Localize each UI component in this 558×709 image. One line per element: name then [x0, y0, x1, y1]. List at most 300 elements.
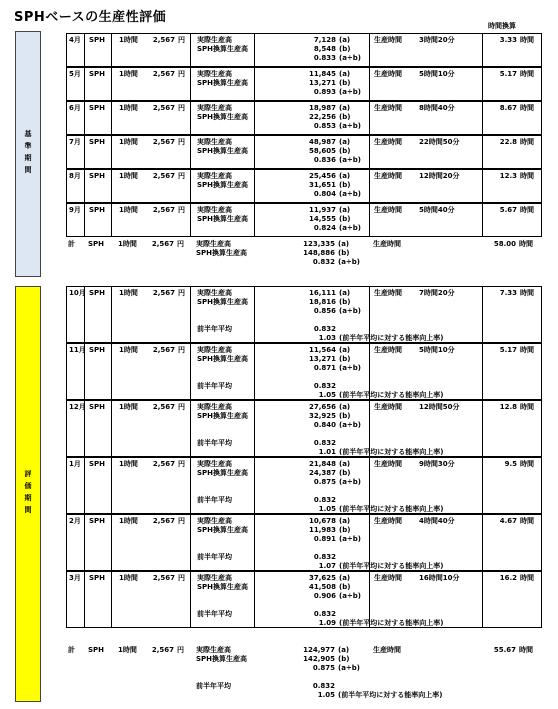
actual-label: 実際生産高 [197, 70, 232, 78]
sph-value: 2,567 [152, 403, 175, 411]
hours-value: 9.5 [504, 460, 517, 468]
column-divider [254, 515, 255, 570]
half-avg-label: 前半年平均 [197, 325, 232, 333]
converted-label: SPH換算生産高 [197, 469, 249, 477]
column-divider [254, 34, 255, 66]
hours-value: 55.67 [493, 646, 516, 654]
month-cell: 3月 [69, 574, 81, 582]
per-hour-label: 1時間 [119, 346, 138, 354]
improve-note: (前半年平均に対する能率向上率) [338, 691, 443, 699]
column-divider [369, 34, 370, 66]
half-avg-value: 0.832 [313, 496, 336, 504]
actual-label: 実際生産高 [197, 289, 232, 297]
converted-value: 13,271 [308, 355, 336, 363]
actual-label: 実際生産高 [196, 240, 231, 248]
per-hour-label: 1時間 [119, 460, 138, 468]
hours-value: 22.8 [499, 138, 517, 146]
suffix-a: (a) [339, 460, 351, 468]
actual-label: 実際生産高 [197, 206, 232, 214]
actual-value: 11,564 [308, 346, 336, 354]
column-divider [482, 136, 483, 168]
suffix-b: (b) [339, 45, 351, 53]
hours-unit: 時間 [520, 104, 534, 112]
suffix-b: (b) [339, 147, 351, 155]
yen-unit: 円 [178, 403, 185, 411]
column-divider [111, 287, 112, 342]
converted-label: SPH換算生産高 [196, 655, 248, 663]
time-value: 5時間40分 [419, 206, 455, 214]
sph-value: 2,567 [151, 240, 174, 248]
column-divider [190, 34, 191, 66]
converted-value: 148,886 [303, 249, 335, 257]
suffix-a: (a) [339, 289, 351, 297]
half-avg-value: 0.832 [313, 382, 336, 390]
suffix-b: (b) [339, 583, 351, 591]
sph-label: SPH [88, 646, 105, 654]
ratio-value: 0.840 [313, 421, 336, 429]
time-value: 7時間20分 [419, 289, 455, 297]
suffix-ab: (a÷b) [339, 421, 361, 429]
hours-unit: 時間 [520, 574, 534, 582]
column-divider [482, 102, 483, 134]
half-avg-value: 0.832 [313, 439, 336, 447]
actual-value: 10,678 [308, 517, 336, 525]
yen-unit: 円 [178, 460, 185, 468]
converted-value: 31,651 [308, 181, 336, 189]
time-label: 生産時間 [374, 517, 402, 525]
suffix-b: (b) [339, 412, 351, 420]
column-divider [111, 170, 112, 202]
column-divider [190, 68, 191, 100]
actual-value: 27,656 [308, 403, 336, 411]
hours-unit: 時間 [519, 240, 533, 248]
sph-value: 2,567 [152, 172, 175, 180]
suffix-a: (a) [339, 403, 351, 411]
half-avg-label: 前半年平均 [197, 439, 232, 447]
column-divider [84, 136, 85, 168]
converted-value: 58,605 [308, 147, 336, 155]
month-row [66, 343, 542, 400]
month-row [66, 514, 542, 571]
time-label: 生産時間 [374, 346, 402, 354]
month-cell: 9月 [69, 206, 81, 214]
time-label: 生産時間 [374, 104, 402, 112]
actual-value: 11,845 [308, 70, 336, 78]
column-divider [369, 204, 370, 236]
sph-value: 2,567 [152, 70, 175, 78]
month-cell: 5月 [69, 70, 81, 78]
ratio-value: 0.875 [312, 664, 335, 672]
hours-unit: 時間 [520, 460, 534, 468]
half-avg-label: 前半年平均 [197, 553, 232, 561]
improve-note: (前半年平均に対する能率向上率) [339, 619, 444, 627]
suffix-a: (a) [339, 138, 351, 146]
column-divider [254, 102, 255, 134]
converted-label: SPH換算生産高 [197, 412, 249, 420]
per-hour-label: 1時間 [119, 172, 138, 180]
suffix-ab: (a÷b) [339, 364, 361, 372]
half-avg-label: 前半年平均 [197, 382, 232, 390]
time-label: 生産時間 [374, 206, 402, 214]
column-divider [111, 344, 112, 399]
converted-label: SPH換算生産高 [197, 355, 249, 363]
month-row [66, 67, 542, 101]
actual-value: 21,848 [308, 460, 336, 468]
base-period-label-box [15, 31, 41, 277]
column-divider [254, 401, 255, 456]
month-cell: 2月 [69, 517, 81, 525]
per-hour-label: 1時間 [119, 289, 138, 297]
time-label: 生産時間 [374, 172, 402, 180]
sph-label: SPH [89, 138, 106, 146]
ratio-value: 0.856 [313, 307, 336, 315]
converted-value: 32,925 [308, 412, 336, 420]
actual-value: 7,128 [313, 36, 336, 44]
suffix-b: (b) [339, 79, 351, 87]
yen-unit: 円 [178, 36, 185, 44]
suffix-b: (b) [339, 215, 351, 223]
month-cell: 12月 [69, 403, 86, 411]
converted-label: SPH換算生産高 [197, 45, 249, 53]
column-divider [482, 344, 483, 399]
month-cell: 計 [68, 240, 75, 248]
hours-unit: 時間 [520, 403, 534, 411]
ratio-value: 0.836 [313, 156, 336, 164]
time-value: 5時間10分 [419, 70, 455, 78]
hours-unit: 時間 [520, 346, 534, 354]
suffix-ab: (a÷b) [339, 535, 361, 543]
per-hour-label: 1時間 [119, 70, 138, 78]
column-divider [254, 68, 255, 100]
hours-conversion-header: 時間換算 [488, 22, 516, 30]
time-value: 16時間10分 [419, 574, 460, 582]
suffix-ab: (a÷b) [339, 307, 361, 315]
eval-period-label-box [15, 286, 41, 702]
time-label: 生産時間 [374, 574, 402, 582]
actual-value: 124,977 [303, 646, 335, 654]
converted-value: 13,271 [308, 79, 336, 87]
yen-unit: 円 [178, 517, 185, 525]
hours-value: 4.67 [499, 517, 517, 525]
month-row [66, 457, 542, 514]
sph-value: 2,567 [151, 646, 174, 654]
suffix-ab: (a÷b) [339, 190, 361, 198]
sph-label: SPH [89, 206, 106, 214]
hours-value: 12.8 [499, 403, 517, 411]
hours-unit: 時間 [520, 138, 534, 146]
suffix-a: (a) [338, 646, 350, 654]
half-avg-value: 0.832 [312, 682, 335, 690]
sph-label: SPH [88, 240, 105, 248]
sph-value: 2,567 [152, 574, 175, 582]
month-row [66, 400, 542, 457]
column-divider [190, 136, 191, 168]
column-divider [84, 102, 85, 134]
time-value: 3時間20分 [419, 36, 455, 44]
month-cell: 1月 [69, 460, 81, 468]
sph-value: 2,567 [152, 460, 175, 468]
column-divider [482, 170, 483, 202]
sph-label: SPH [89, 70, 106, 78]
base-period-label: 基準期間 [24, 130, 32, 178]
total-row [66, 238, 542, 272]
hours-value: 16.2 [499, 574, 517, 582]
improve-value: 1.09 [318, 619, 336, 627]
yen-unit: 円 [178, 574, 185, 582]
improve-value: 1.05 [317, 691, 335, 699]
actual-label: 実際生産高 [196, 646, 231, 654]
suffix-a: (a) [339, 206, 351, 214]
suffix-b: (b) [338, 249, 350, 257]
hours-value: 3.33 [499, 36, 517, 44]
actual-value: 37,625 [308, 574, 336, 582]
improve-value: 1.07 [318, 562, 336, 570]
suffix-a: (a) [339, 346, 351, 354]
month-cell: 4月 [69, 36, 81, 44]
sph-label: SPH [89, 460, 106, 468]
suffix-ab: (a÷b) [338, 664, 360, 672]
converted-label: SPH換算生産高 [196, 249, 248, 257]
time-value: 12時間50分 [419, 403, 460, 411]
suffix-a: (a) [339, 517, 351, 525]
sph-value: 2,567 [152, 517, 175, 525]
actual-label: 実際生産高 [197, 460, 232, 468]
ratio-value: 0.906 [313, 592, 336, 600]
per-hour-label: 1時間 [119, 517, 138, 525]
time-value: 4時間40分 [419, 517, 455, 525]
sph-value: 2,567 [152, 289, 175, 297]
converted-label: SPH換算生産高 [197, 298, 249, 306]
ratio-value: 0.891 [313, 535, 336, 543]
half-avg-value: 0.832 [313, 610, 336, 618]
column-divider [369, 136, 370, 168]
improve-value: 1.05 [318, 391, 336, 399]
converted-label: SPH換算生産高 [197, 583, 249, 591]
suffix-ab: (a÷b) [339, 592, 361, 600]
converted-value: 142,905 [303, 655, 335, 663]
converted-value: 22,256 [308, 113, 336, 121]
sph-label: SPH [89, 104, 106, 112]
suffix-b: (b) [338, 655, 350, 663]
converted-value: 24,387 [308, 469, 336, 477]
eval-period-label: 評価期間 [24, 470, 32, 518]
column-divider [84, 572, 85, 627]
improve-value: 1.05 [318, 505, 336, 513]
suffix-ab: (a÷b) [339, 122, 361, 130]
converted-label: SPH換算生産高 [197, 113, 249, 121]
column-divider [190, 572, 191, 627]
hours-value: 5.17 [499, 70, 517, 78]
yen-unit: 円 [178, 346, 185, 354]
column-divider [254, 344, 255, 399]
converted-label: SPH換算生産高 [197, 215, 249, 223]
sph-label: SPH [89, 289, 106, 297]
ratio-value: 0.853 [313, 122, 336, 130]
yen-unit: 円 [178, 70, 185, 78]
column-divider [190, 170, 191, 202]
column-divider [482, 68, 483, 100]
hours-value: 5.67 [499, 206, 517, 214]
column-divider [190, 287, 191, 342]
time-value: 8時間40分 [419, 104, 455, 112]
hours-unit: 時間 [520, 172, 534, 180]
hours-unit: 時間 [519, 646, 533, 654]
hours-unit: 時間 [520, 517, 534, 525]
sph-label: SPH [89, 517, 106, 525]
suffix-a: (a) [338, 240, 350, 248]
suffix-a: (a) [339, 70, 351, 78]
converted-value: 18,816 [308, 298, 336, 306]
sph-value: 2,567 [152, 104, 175, 112]
per-hour-label: 1時間 [119, 138, 138, 146]
suffix-ab: (a÷b) [338, 258, 360, 266]
suffix-b: (b) [339, 355, 351, 363]
actual-label: 実際生産高 [197, 346, 232, 354]
actual-value: 18,987 [308, 104, 336, 112]
suffix-a: (a) [339, 104, 351, 112]
time-label: 生産時間 [374, 138, 402, 146]
column-divider [111, 515, 112, 570]
column-divider [254, 572, 255, 627]
suffix-ab: (a÷b) [339, 54, 361, 62]
column-divider [482, 287, 483, 342]
month-cell: 10月 [69, 289, 86, 297]
month-cell: 計 [68, 646, 75, 654]
actual-label: 実際生産高 [197, 403, 232, 411]
converted-label: SPH換算生産高 [197, 526, 249, 534]
sph-value: 2,567 [152, 206, 175, 214]
converted-value: 41,508 [308, 583, 336, 591]
month-cell: 7月 [69, 138, 81, 146]
time-label: 生産時間 [374, 70, 402, 78]
sph-label: SPH [89, 36, 106, 44]
time-label: 生産時間 [373, 240, 401, 248]
suffix-b: (b) [339, 526, 351, 534]
ratio-value: 0.824 [313, 224, 336, 232]
column-divider [84, 34, 85, 66]
time-label: 生産時間 [374, 460, 402, 468]
per-hour-label: 1時間 [119, 36, 138, 44]
month-row [66, 33, 542, 67]
column-divider [482, 515, 483, 570]
column-divider [254, 136, 255, 168]
time-label: 生産時間 [373, 646, 401, 654]
yen-unit: 円 [177, 240, 184, 248]
column-divider [482, 458, 483, 513]
column-divider [111, 458, 112, 513]
time-label: 生産時間 [374, 403, 402, 411]
time-label: 生産時間 [374, 289, 402, 297]
improve-note: (前半年平均に対する能率向上率) [339, 334, 444, 342]
hours-unit: 時間 [520, 289, 534, 297]
time-value: 12時間20分 [419, 172, 460, 180]
sph-value: 2,567 [152, 36, 175, 44]
month-row [66, 203, 542, 237]
suffix-b: (b) [339, 298, 351, 306]
column-divider [482, 204, 483, 236]
ratio-value: 0.875 [313, 478, 336, 486]
column-divider [190, 204, 191, 236]
improve-note: (前半年平均に対する能率向上率) [339, 505, 444, 513]
per-hour-label: 1時間 [118, 240, 137, 248]
per-hour-label: 1時間 [118, 646, 137, 654]
converted-value: 8,548 [313, 45, 336, 53]
sph-label: SPH [89, 403, 106, 411]
sph-value: 2,567 [152, 138, 175, 146]
column-divider [254, 458, 255, 513]
column-divider [111, 401, 112, 456]
actual-label: 実際生産高 [197, 574, 232, 582]
actual-label: 実際生産高 [197, 172, 232, 180]
column-divider [369, 102, 370, 134]
actual-value: 48,987 [308, 138, 336, 146]
per-hour-label: 1時間 [119, 104, 138, 112]
improve-value: 1.01 [318, 448, 336, 456]
suffix-a: (a) [339, 574, 351, 582]
hours-value: 8.67 [499, 104, 517, 112]
column-divider [111, 136, 112, 168]
column-divider [369, 170, 370, 202]
actual-label: 実際生産高 [197, 138, 232, 146]
column-divider [111, 204, 112, 236]
suffix-b: (b) [339, 181, 351, 189]
ratio-value: 0.893 [313, 88, 336, 96]
hours-unit: 時間 [520, 36, 534, 44]
suffix-ab: (a÷b) [339, 156, 361, 164]
column-divider [482, 572, 483, 627]
month-cell: 6月 [69, 104, 81, 112]
time-value: 5時間10分 [419, 346, 455, 354]
time-label: 生産時間 [374, 36, 402, 44]
actual-value: 11,937 [308, 206, 336, 214]
column-divider [254, 170, 255, 202]
suffix-a: (a) [339, 36, 351, 44]
hours-unit: 時間 [520, 70, 534, 78]
yen-unit: 円 [177, 646, 184, 654]
suffix-ab: (a÷b) [339, 224, 361, 232]
converted-label: SPH換算生産高 [197, 79, 249, 87]
column-divider [190, 102, 191, 134]
hours-value: 5.17 [499, 346, 517, 354]
month-row [66, 571, 542, 628]
actual-label: 実際生産高 [197, 36, 232, 44]
column-divider [84, 68, 85, 100]
column-divider [111, 572, 112, 627]
actual-value: 16,111 [308, 289, 336, 297]
hours-value: 12.3 [499, 172, 517, 180]
sph-value: 2,567 [152, 346, 175, 354]
month-row [66, 135, 542, 169]
column-divider [254, 204, 255, 236]
column-divider [190, 344, 191, 399]
suffix-a: (a) [339, 172, 351, 180]
actual-label: 実際生産高 [197, 104, 232, 112]
time-value: 22時間50分 [419, 138, 460, 146]
improve-value: 1.03 [318, 334, 336, 342]
converted-value: 14,555 [308, 215, 336, 223]
suffix-ab: (a÷b) [339, 88, 361, 96]
actual-label: 実際生産高 [197, 517, 232, 525]
column-divider [84, 515, 85, 570]
ratio-value: 0.833 [313, 54, 336, 62]
yen-unit: 円 [178, 172, 185, 180]
month-row [66, 169, 542, 203]
column-divider [84, 170, 85, 202]
ratio-value: 0.871 [313, 364, 336, 372]
half-avg-label: 前半年平均 [197, 496, 232, 504]
column-divider [482, 34, 483, 66]
per-hour-label: 1時間 [119, 206, 138, 214]
